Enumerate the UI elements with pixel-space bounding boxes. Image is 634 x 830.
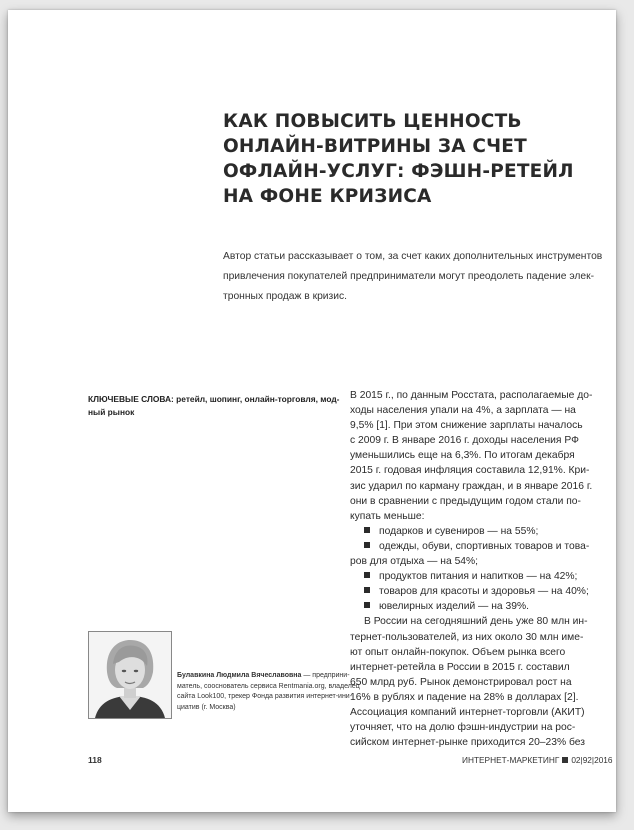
running-footer xyxy=(462,755,613,765)
body-line: они в сравнении с предыдущим годом стали по- xyxy=(350,495,581,507)
author-bio xyxy=(177,671,360,713)
bullet-item: ювелирных изделий — на 39%. xyxy=(350,599,610,614)
body-line: интернет-ретейла в России в 2015 г. составил xyxy=(350,661,570,673)
article-body xyxy=(350,388,610,750)
intro-line: тронных продаж в кризис. xyxy=(223,291,348,302)
bullet-item-continuation: ров для отдыха — на 54%; xyxy=(350,556,479,568)
author-name: Булавкина Людмила Вячеславовна xyxy=(177,672,302,679)
body-line: уменьшились еще на 6,3%. По итогам декабря xyxy=(350,450,575,462)
bullet-item: подарков и сувениров — на 55%; xyxy=(350,524,610,539)
body-line: купать меньше: xyxy=(350,510,425,522)
keywords-line: КЛЮЧЕВЫЕ СЛОВА: ретейл, шопинг, онлайн-торговля, мод- xyxy=(88,394,340,404)
author-bio-line xyxy=(177,671,350,682)
page-number: 118 xyxy=(88,755,102,765)
body-line: 2015 г. годовая инфляция составила 12,91%. Кри- xyxy=(350,465,590,477)
body-line: с 2009 г. В январе 2016 г. доходы населения РФ xyxy=(350,435,579,447)
body-line: зис ударил по карману граждан, и в январе 2016 г. xyxy=(350,480,593,492)
body-line: тернет-пользователей, из них около 30 млн име- xyxy=(350,631,584,643)
body-line: 16% в рублях и падение на 28% в долларах [2]. xyxy=(350,691,579,703)
article-title xyxy=(223,109,574,209)
journal-name: ИНТЕРНЕТ-МАРКЕТИНГ xyxy=(462,755,560,765)
body-line: ходы населения упали на 4%, а зарплата — на xyxy=(350,405,576,417)
magazine-page xyxy=(8,10,616,812)
bullet-item: товаров для красоты и здоровья — на 40%; xyxy=(350,584,610,599)
keywords-line: ный рынок xyxy=(88,407,135,417)
keywords xyxy=(88,393,340,419)
body-line: 9,5% [1]. При этом снижение зарплаты началось xyxy=(350,420,583,432)
author-portrait-image xyxy=(89,632,171,718)
title-line: ОНЛАЙН-ВИТРИНЫ ЗА СЧЕТ xyxy=(223,136,527,157)
title-line: НА ФОНЕ КРИЗИСА xyxy=(223,186,432,207)
author-bio-line: матель, сооснователь сервиса Rentmania.org, владелец xyxy=(177,682,360,690)
body-line: уточняет, что на долю фэшн-индустрии на рос- xyxy=(350,722,576,734)
author-photo xyxy=(88,631,172,719)
intro-line: Автор статьи рассказывает о том, за счет каких дополнительных инструментов xyxy=(223,251,603,262)
author-bio-line: сайта Look100, трекер Фонда развития интернет-ини- xyxy=(177,693,353,700)
title-line: КАК ПОВЫСИТЬ ЦЕННОСТЬ xyxy=(223,111,522,132)
bullet-item: одежды, обуви, спортивных товаров и това- xyxy=(350,539,610,554)
body-line: 650 млрд руб. Рынок демонстрировал рост на xyxy=(350,676,572,688)
bullet-item: продуктов питания и напитков — на 42%; xyxy=(350,569,610,584)
intro-line: привлечения покупателей предприниматели могут преодолеть падение элек- xyxy=(223,271,595,282)
issue-number: 02|92|2016 xyxy=(571,755,613,765)
author-bio-line: циатив (г. Москва) xyxy=(177,703,236,711)
square-separator-icon xyxy=(562,757,568,763)
body-line: В России на сегодняшний день уже 80 млн ин- xyxy=(364,616,588,628)
body-line: сийском интернет-рынке приходится 20–23% без xyxy=(350,737,586,749)
author-bio-rest: — предприни- xyxy=(301,672,350,679)
article-intro xyxy=(223,247,603,307)
body-line: ют опыт онлайн-покупок. Объем рынка всего xyxy=(350,646,566,658)
body-line: Ассоциация компаний интернет-торговли (АКИТ) xyxy=(350,706,585,718)
title-line: ОФЛАЙН-УСЛУГ: ФЭШН-РЕТЕЙЛ xyxy=(223,161,574,182)
body-line: В 2015 г., по данным Росстата, располагаемые до- xyxy=(350,390,593,401)
